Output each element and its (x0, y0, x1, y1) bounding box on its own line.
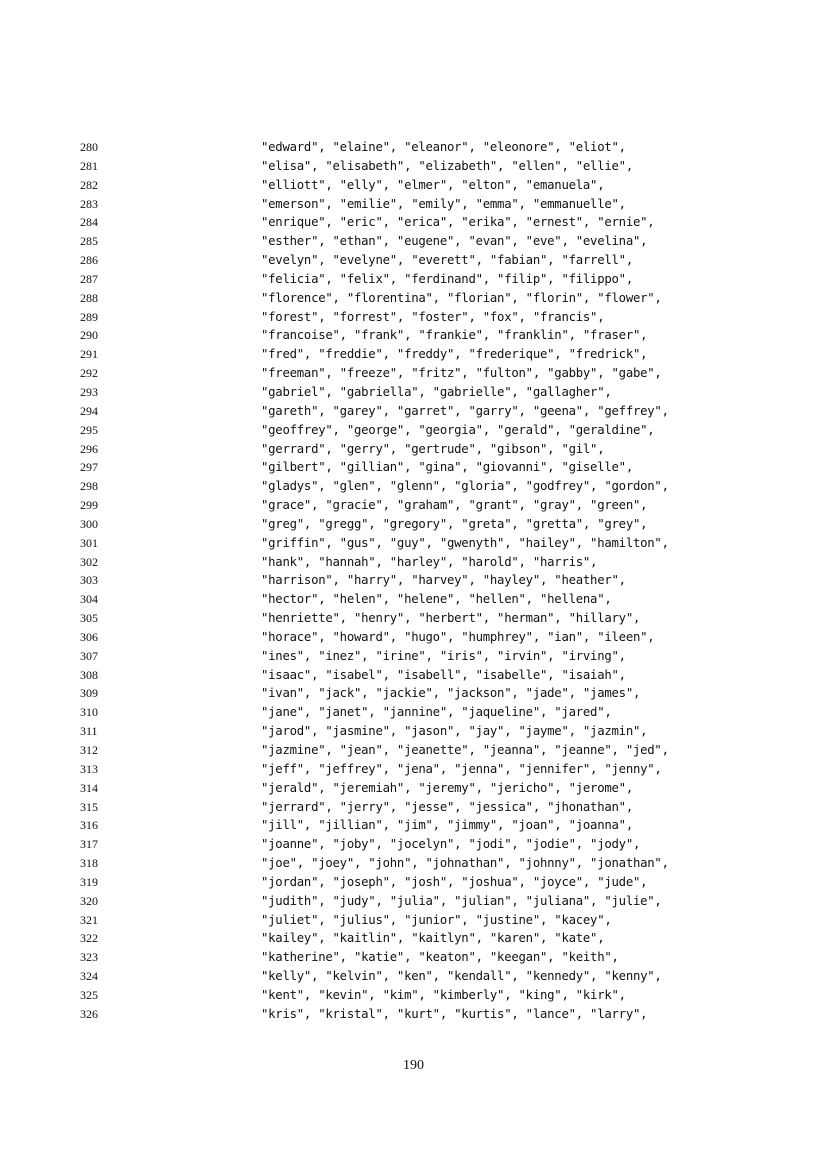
code-line (0, 251, 827, 270)
code-line (0, 647, 827, 666)
code-line (0, 911, 827, 930)
code-line (0, 326, 827, 345)
line-code: "ivan", "jack", "jackie", "jackson", "jade", "james", (261, 686, 641, 701)
line-number: 310 (80, 705, 98, 720)
line-number: 301 (80, 535, 98, 550)
line-number: 297 (80, 460, 98, 475)
line-code: "harrison", "harry", "harvey", "hayley", "heather", (261, 573, 626, 588)
line-code: "jane", "janet", "jannine", "jaqueline", "jared", (261, 705, 612, 720)
code-line (0, 1005, 827, 1024)
line-code: "geoffrey", "george", "georgia", "gerald", "geraldine", (261, 422, 655, 437)
code-line (0, 741, 827, 760)
line-code: "fred", "freddie", "freddy", "frederique", "fredrick", (261, 347, 648, 362)
line-number: 298 (80, 479, 98, 494)
line-code: "griffin", "gus", "guy", "gwenyth", "hailey", "hamilton", (261, 535, 669, 550)
code-line (0, 553, 827, 572)
line-number: 288 (80, 290, 98, 305)
line-code: "evelyn", "evelyne", "everett", "fabian", "farrell", (261, 253, 633, 268)
line-code: "jordan", "joseph", "josh", "joshua", "joyce", "jude", (261, 874, 648, 889)
line-code: "hank", "hannah", "harley", "harold", "harris", (261, 554, 598, 569)
code-line (0, 666, 827, 685)
line-code: "joanne", "joby", "jocelyn", "jodi", "jodie", "jody", (261, 837, 641, 852)
code-line (0, 383, 827, 402)
code-line (0, 967, 827, 986)
line-code: "gareth", "garey", "garret", "garry", "geena", "geffrey", (261, 403, 669, 418)
line-number: 291 (80, 347, 98, 362)
code-line (0, 138, 827, 157)
line-code: "kent", "kevin", "kim", "kimberly", "king", "kirk", (261, 987, 626, 1002)
code-line (0, 458, 827, 477)
line-code: "grace", "gracie", "graham", "grant", "gray", "green", (261, 498, 648, 513)
code-line (0, 496, 827, 515)
code-line (0, 873, 827, 892)
line-number: 322 (80, 931, 98, 946)
line-number: 315 (80, 799, 98, 814)
code-line (0, 722, 827, 741)
line-number: 292 (80, 366, 98, 381)
line-code: "jerald", "jeremiah", "jeremy", "jericho", "jerome", (261, 780, 633, 795)
code-line (0, 364, 827, 383)
code-line (0, 421, 827, 440)
line-number: 304 (80, 592, 98, 607)
code-line (0, 213, 827, 232)
line-code: "freeman", "freeze", "fritz", "fulton", "gabby", "gabe", (261, 366, 662, 381)
line-number: 281 (80, 158, 98, 173)
line-code: "kailey", "kaitlin", "kaitlyn", "karen", "kate", (261, 931, 605, 946)
code-line (0, 515, 827, 534)
line-code: "kelly", "kelvin", "ken", "kendall", "kennedy", "kenny", (261, 969, 662, 984)
code-line (0, 684, 827, 703)
code-line (0, 798, 827, 817)
line-code: "enrique", "eric", "erica", "erika", "ernest", "ernie", (261, 215, 655, 230)
code-line (0, 308, 827, 327)
line-number: 285 (80, 234, 98, 249)
line-number: 305 (80, 611, 98, 626)
line-code: "francoise", "frank", "frankie", "franklin", "fraser", (261, 328, 648, 343)
code-line (0, 345, 827, 364)
line-code: "elisa", "elisabeth", "elizabeth", "ellen", "ellie", (261, 158, 633, 173)
line-number: 312 (80, 743, 98, 757)
code-line (0, 402, 827, 421)
line-number: 284 (80, 215, 98, 230)
line-number: 293 (80, 384, 98, 399)
line-code: "juliet", "julius", "junior", "justine", "kacey", (261, 912, 612, 927)
code-line (0, 590, 827, 609)
line-code: "greg", "gregg", "gregory", "greta", "gretta", "grey", (261, 516, 648, 531)
line-number: 282 (80, 177, 98, 192)
line-code: "ines", "inez", "irine", "iris", "irvin", "irving", (261, 648, 626, 663)
code-line (0, 609, 827, 628)
line-number: 324 (80, 969, 98, 984)
code-line (0, 703, 827, 722)
code-line (0, 816, 827, 835)
code-line (0, 289, 827, 308)
line-number: 299 (80, 498, 98, 513)
line-code: "henriette", "henry", "herbert", "herman", "hillary", (261, 611, 641, 626)
line-number: 326 (80, 1006, 98, 1021)
code-line (0, 854, 827, 873)
line-number: 307 (80, 648, 98, 663)
line-code: "gerrard", "gerry", "gertrude", "gibson", "gil", (261, 441, 605, 456)
line-number: 286 (80, 253, 98, 268)
line-code: "katherine", "katie", "keaton", "keegan", "keith", (261, 950, 619, 965)
line-number: 294 (80, 403, 98, 418)
code-line (0, 195, 827, 214)
line-code: "gilbert", "gillian", "gina", "giovanni", "giselle", (261, 460, 633, 475)
code-line (0, 477, 827, 496)
line-code: "judith", "judy", "julia", "julian", "juliana", "julie", (261, 893, 662, 908)
line-number: 280 (80, 140, 98, 154)
code-line (0, 628, 827, 647)
code-listing (0, 138, 827, 1024)
code-line (0, 232, 827, 251)
line-number: 314 (80, 780, 98, 795)
code-line (0, 986, 827, 1005)
line-number: 321 (80, 912, 98, 927)
line-number: 323 (80, 950, 98, 965)
line-code: "emerson", "emilie", "emily", "emma", "emmanuelle", (261, 196, 626, 211)
line-number: 306 (80, 629, 98, 644)
line-code: "gabriel", "gabriella", "gabrielle", "gallagher", (261, 384, 612, 399)
code-line (0, 270, 827, 289)
line-number: 325 (80, 987, 98, 1002)
line-code: "jill", "jillian", "jim", "jimmy", "joan", "joanna", (261, 818, 633, 833)
line-number: 319 (80, 874, 98, 889)
line-number: 290 (80, 328, 98, 343)
code-line (0, 534, 827, 553)
line-number: 296 (80, 441, 98, 456)
line-number: 308 (80, 667, 98, 682)
line-code: "edward", "elaine", "eleanor", "eleonore", "eliot", (261, 140, 626, 154)
line-number: 316 (80, 818, 98, 833)
code-line (0, 948, 827, 967)
line-number: 320 (80, 893, 98, 908)
code-line (0, 760, 827, 779)
line-number: 318 (80, 856, 98, 871)
line-code: "jarod", "jasmine", "jason", "jay", "jayme", "jazmin", (261, 724, 648, 739)
line-number: 313 (80, 761, 98, 776)
line-number: 289 (80, 309, 98, 324)
line-number: 317 (80, 837, 98, 852)
line-number: 283 (80, 196, 98, 211)
line-number: 302 (80, 554, 98, 569)
line-code: "horace", "howard", "hugo", "humphrey", "ian", "ileen", (261, 629, 655, 644)
page-number: 190 (403, 1058, 424, 1073)
line-code: "jazmine", "jean", "jeanette", "jeanna", "jeanne", "jed", (261, 743, 669, 757)
code-line (0, 157, 827, 176)
code-line (0, 835, 827, 854)
line-number: 309 (80, 686, 98, 701)
line-code: "kris", "kristal", "kurt", "kurtis", "lance", "larry", (261, 1006, 648, 1021)
line-code: "elliott", "elly", "elmer", "elton", "emanuela", (261, 177, 605, 192)
line-number: 303 (80, 573, 98, 588)
line-code: "hector", "helen", "helene", "hellen", "hellena", (261, 592, 612, 607)
line-code: "florence", "florentina", "florian", "florin", "flower", (261, 290, 662, 305)
line-number: 300 (80, 516, 98, 531)
line-code: "isaac", "isabel", "isabell", "isabelle", "isaiah", (261, 667, 626, 682)
line-code: "gladys", "glen", "glenn", "gloria", "godfrey", "gordon", (261, 479, 669, 494)
line-code: "joe", "joey", "john", "johnathan", "johnny", "jonathan", (261, 856, 669, 871)
line-code: "jerrard", "jerry", "jesse", "jessica", "jhonathan", (261, 799, 633, 814)
line-code: "jeff", "jeffrey", "jena", "jenna", "jennifer", "jenny", (261, 761, 662, 776)
code-line (0, 892, 827, 911)
code-line (0, 929, 827, 948)
line-code: "forest", "forrest", "foster", "fox", "francis", (261, 309, 605, 324)
line-code: "esther", "ethan", "eugene", "evan", "eve", "evelina", (261, 234, 648, 249)
line-number: 311 (80, 724, 98, 739)
line-number: 287 (80, 271, 98, 286)
line-number: 295 (80, 422, 98, 437)
code-line (0, 440, 827, 459)
line-code: "felicia", "felix", "ferdinand", "filip", "filippo", (261, 271, 633, 286)
code-line (0, 176, 827, 195)
code-line (0, 779, 827, 798)
code-line (0, 571, 827, 590)
